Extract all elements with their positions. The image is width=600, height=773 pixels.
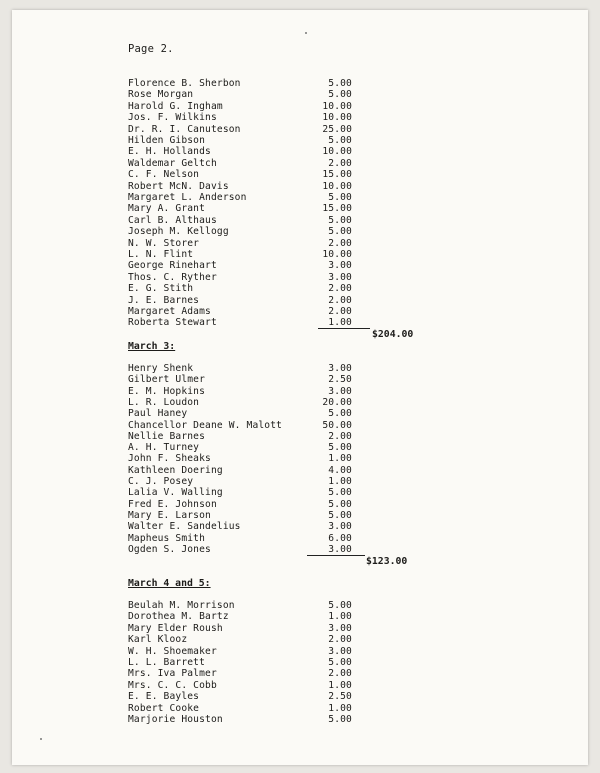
contributor-name: Dr. R. I. Canuteson <box>128 123 241 135</box>
contributor-name: Joseph M. Kellogg <box>128 226 229 238</box>
contributor-name: L. N. Flint <box>128 249 194 260</box>
contribution-amount: 5.00 <box>328 89 352 101</box>
contribution-amount: 3.00 <box>328 271 352 283</box>
contribution-amount: 1.00 <box>328 611 352 623</box>
contributor-name: Carl B. Althaus <box>128 214 217 226</box>
contribution-amount: 5.00 <box>328 135 352 146</box>
contribution-amount: 3.00 <box>328 543 352 555</box>
contributor-name: Roberta Stewart <box>128 317 217 329</box>
contribution-amount: 2.50 <box>328 374 352 386</box>
contributor-name: Nellie Barnes <box>128 430 206 442</box>
contribution-amount: 5.00 <box>328 226 352 238</box>
contribution-amount: 5.00 <box>328 714 352 725</box>
contribution-amount: 5.00 <box>328 509 352 521</box>
contributor-name: Chancellor Deane W. Malott <box>128 419 283 431</box>
contributor-name: Mary A. Grant <box>128 203 206 215</box>
contribution-amount: 4.00 <box>328 464 352 476</box>
contributor-name: Kathleen Doering <box>128 464 223 476</box>
contribution-amount: 50.00 <box>322 419 352 431</box>
contributor-name: Dorothea M. Bartz <box>128 611 229 623</box>
contributor-name: Beulah M. Morrison <box>128 600 235 611</box>
contribution-amount: 3.00 <box>328 521 352 533</box>
contribution-amount: 1.00 <box>328 317 352 329</box>
contributor-name: Thos. C. Ryther <box>128 271 217 283</box>
contributor-name: L. L. Barrett <box>128 657 206 668</box>
contribution-amount: 1.00 <box>328 453 352 465</box>
contribution-amount: 3.00 <box>328 260 352 272</box>
contribution-amount: 5.00 <box>328 78 352 89</box>
contributor-name: C. F. Nelson <box>128 169 200 181</box>
paper-speck <box>305 32 307 34</box>
contributor-name: Karl Klooz <box>128 634 188 646</box>
contributor-name: Rose Morgan <box>128 89 194 101</box>
contribution-amount: 2.00 <box>328 306 352 317</box>
contribution-amount: 5.00 <box>328 442 352 454</box>
contributor-name: Robert Cooke <box>128 702 200 714</box>
contribution-amount: 5.00 <box>328 498 352 510</box>
contribution-amount: 5.00 <box>328 600 352 611</box>
contribution-amount: 3.00 <box>328 622 352 634</box>
contribution-amount: 2.00 <box>328 283 352 295</box>
contribution-amount: 10.00 <box>322 100 352 112</box>
contributor-name: L. R. Loudon <box>128 396 200 408</box>
contributor-name: John F. Sheaks <box>128 453 211 465</box>
contribution-amount: 2.00 <box>328 668 352 680</box>
contributor-name: Mrs. Iva Palmer <box>128 668 217 680</box>
contribution-amount: 2.00 <box>328 634 352 646</box>
contribution-amount: 5.00 <box>328 408 352 420</box>
contribution-amount: 2.00 <box>328 294 352 306</box>
contributor-name: Walter E. Sandelius <box>128 521 241 533</box>
contribution-amount: 5.00 <box>328 214 352 226</box>
contributor-name: E. E. Bayles <box>128 691 200 703</box>
contributor-name: E. G. Stith <box>128 283 194 295</box>
contribution-amount: 2.00 <box>328 430 352 442</box>
contribution-amount: 5.00 <box>328 657 352 668</box>
contribution-amount: 10.00 <box>322 249 352 260</box>
contributor-name: Mary Elder Roush <box>128 622 223 634</box>
contribution-amount: 1.00 <box>328 476 352 487</box>
contributor-name: Marjorie Houston <box>128 714 223 725</box>
contribution-amount: 20.00 <box>322 396 352 408</box>
contribution-amount: 3.00 <box>328 385 352 397</box>
contributor-name: Jos. F. Wilkins <box>128 112 217 124</box>
contribution-amount: 2.50 <box>328 691 352 703</box>
document-page <box>12 10 588 765</box>
contributor-name: Margaret L. Anderson <box>128 192 247 203</box>
contribution-amount: 3.00 <box>328 363 352 374</box>
contributor-name: Mapheus Smith <box>128 532 206 544</box>
contributor-name: Harold G. Ingham <box>128 100 223 112</box>
contributor-name: E. M. Hopkins <box>128 385 206 397</box>
contributor-name: Hilden Gibson <box>128 135 206 146</box>
contribution-amount: 1.00 <box>328 679 352 691</box>
contributor-name: E. H. Hollands <box>128 146 211 158</box>
contributor-name: J. E. Barnes <box>128 294 200 306</box>
contribution-amount: 10.00 <box>322 146 352 158</box>
contribution-amount: 1.00 <box>328 702 352 714</box>
contributor-name: Mrs. C. C. Cobb <box>128 679 217 691</box>
contributor-name: C. J. Posey <box>128 476 194 487</box>
contribution-amount: 2.00 <box>328 237 352 249</box>
contributor-name: Robert McN. Davis <box>128 180 229 192</box>
contribution-amount: 10.00 <box>322 112 352 124</box>
contributor-name: W. H. Shoemaker <box>128 645 217 657</box>
contribution-amount: 15.00 <box>322 203 352 215</box>
contributor-name: Mary E. Larson <box>128 509 211 521</box>
contributor-name: George Rinehart <box>128 260 217 272</box>
paper-speck <box>40 738 42 740</box>
contributor-name: Margaret Adams <box>128 306 211 317</box>
sum-rule-1 <box>318 328 370 329</box>
contribution-amount: 2.00 <box>328 157 352 169</box>
contributor-name: Ogden S. Jones <box>128 543 211 555</box>
contributor-name: Fred E. Johnson <box>128 498 217 510</box>
contributor-name: Henry Shenk <box>128 363 194 374</box>
page-number-label: Page 2. <box>128 43 174 55</box>
contributor-name: Paul Haney <box>128 408 188 420</box>
section-2-total: $123.00 <box>366 556 408 567</box>
contributor-name: Waldemar Geltch <box>128 157 217 169</box>
contribution-amount: 5.00 <box>328 192 352 203</box>
contribution-amount: 6.00 <box>328 532 352 544</box>
contributor-name: A. H. Turney <box>128 442 200 454</box>
contributor-name: N. W. Storer <box>128 237 200 249</box>
contributor-name: Gilbert Ulmer <box>128 374 206 386</box>
contribution-amount: 10.00 <box>322 180 352 192</box>
contribution-amount: 5.00 <box>328 487 352 499</box>
sum-rule-2 <box>307 555 365 556</box>
contributor-name: Florence B. Sherbon <box>128 78 241 89</box>
contributor-name: Lalia V. Walling <box>128 487 223 499</box>
section-2-heading: March 3: <box>128 341 176 352</box>
contribution-amount: 15.00 <box>322 169 352 181</box>
contribution-amount: 3.00 <box>328 645 352 657</box>
section-1-total: $204.00 <box>372 329 414 340</box>
contribution-amount: 25.00 <box>322 123 352 135</box>
section-3-heading: March 4 and 5: <box>128 578 211 589</box>
